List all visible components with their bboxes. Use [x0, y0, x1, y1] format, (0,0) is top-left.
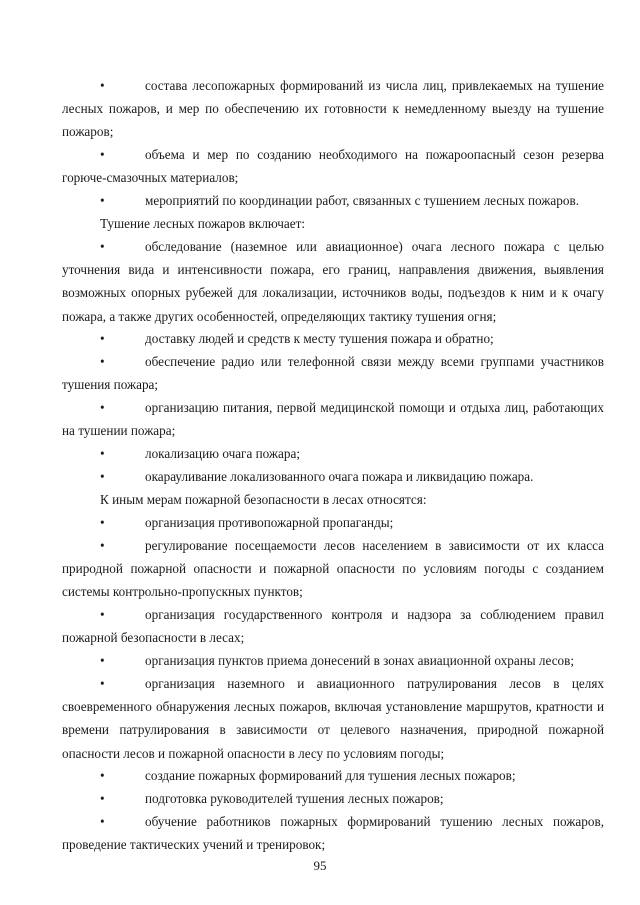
bullet-icon: •	[100, 676, 105, 691]
list-item: • окарауливание локализованного очага пожара и ликвидацию пожара.	[62, 465, 604, 488]
bullet-icon: •	[100, 354, 105, 369]
bullet-icon: •	[100, 469, 105, 484]
list-item: • организация государственного контроля и надзора за соблюдением правил пожарной безопасности в лесах;	[62, 603, 604, 649]
list-item: • подготовка руководителей тушения лесных пожаров;	[62, 787, 604, 810]
bullet-icon: •	[100, 193, 105, 208]
bullet-icon: •	[100, 78, 105, 93]
list-item: • объема и мер по созданию необходимого на пожароопасный сезон резерва горюче-смазочных материалов;	[62, 143, 604, 189]
list-item: • мероприятий по координации работ, связанных с тушением лесных пожаров.	[62, 189, 604, 212]
list-item: • организация противопожарной пропаганды;	[62, 511, 604, 534]
list-item: • доставку людей и средств к месту тушения пожара и обратно;	[62, 327, 604, 350]
list-item: • регулирование посещаемости лесов населением в зависимости от их класса природной пожарной опасности и пожарной опасности по условиям погоды с созданием системы контрольно-пропускных пунктов;	[62, 534, 604, 604]
bullet-icon: •	[100, 147, 105, 162]
bullet-icon: •	[100, 331, 105, 346]
page-number: 95	[313, 858, 327, 873]
list-item: • создание пожарных формирований для тушения лесных пожаров;	[62, 764, 604, 787]
bullet-icon: •	[100, 653, 105, 668]
bullet-icon: •	[100, 239, 105, 254]
bullet-icon: •	[100, 538, 105, 553]
bullet-icon: •	[100, 446, 105, 461]
list-item: • организация наземного и авиационного патрулирования лесов в целях своевременного обнаружения лесных пожаров, включая установление маршрутов, кратности и времени патрулирования в зависимости от целевого назначения, природной пожарной опасности лесов и пожарной опасности в лесу по условиям погоды;	[62, 672, 604, 765]
bullet-icon: •	[100, 768, 105, 783]
bullet-icon: •	[100, 607, 105, 622]
list-item: • организацию питания, первой медицинской помощи и отдыха лиц, работающих на тушении пожара;	[62, 396, 604, 442]
list-item: • обследование (наземное или авиационное) очага лесного пожара с целью уточнения вида и интенсивности пожара, его границ, направления движения, выявления возможных опорных рубежей для локализации, источников воды, подъездов к ним и к очагу пожара, а также других особенностей, определяющих тактику тушения огня;	[62, 235, 604, 328]
list-item: • состава лесопожарных формирований из числа лиц, привлекаемых на тушение лесных пожаров, и мер по обеспечению их готовности к немедленному выезду на тушение пожаров;	[62, 74, 604, 144]
bullet-icon: •	[100, 400, 105, 415]
bullet-icon: •	[100, 515, 105, 530]
list-item: • обучение работников пожарных формирований тушению лесных пожаров, проведение тактических учений и тренировок;	[62, 810, 604, 856]
bullet-icon: •	[100, 791, 105, 806]
bullet-icon: •	[100, 814, 105, 829]
paragraph: К иным мерам пожарной безопасности в лесах относятся:	[100, 492, 427, 507]
paragraph: Тушение лесных пожаров включает:	[100, 216, 306, 231]
list-item: • обеспечение радио или телефонной связи между всеми группами участников тушения пожара;	[62, 350, 604, 396]
list-item: • локализацию очага пожара;	[62, 442, 604, 465]
list-item: • организация пунктов приема донесений в зонах авиационной охраны лесов;	[62, 649, 604, 672]
